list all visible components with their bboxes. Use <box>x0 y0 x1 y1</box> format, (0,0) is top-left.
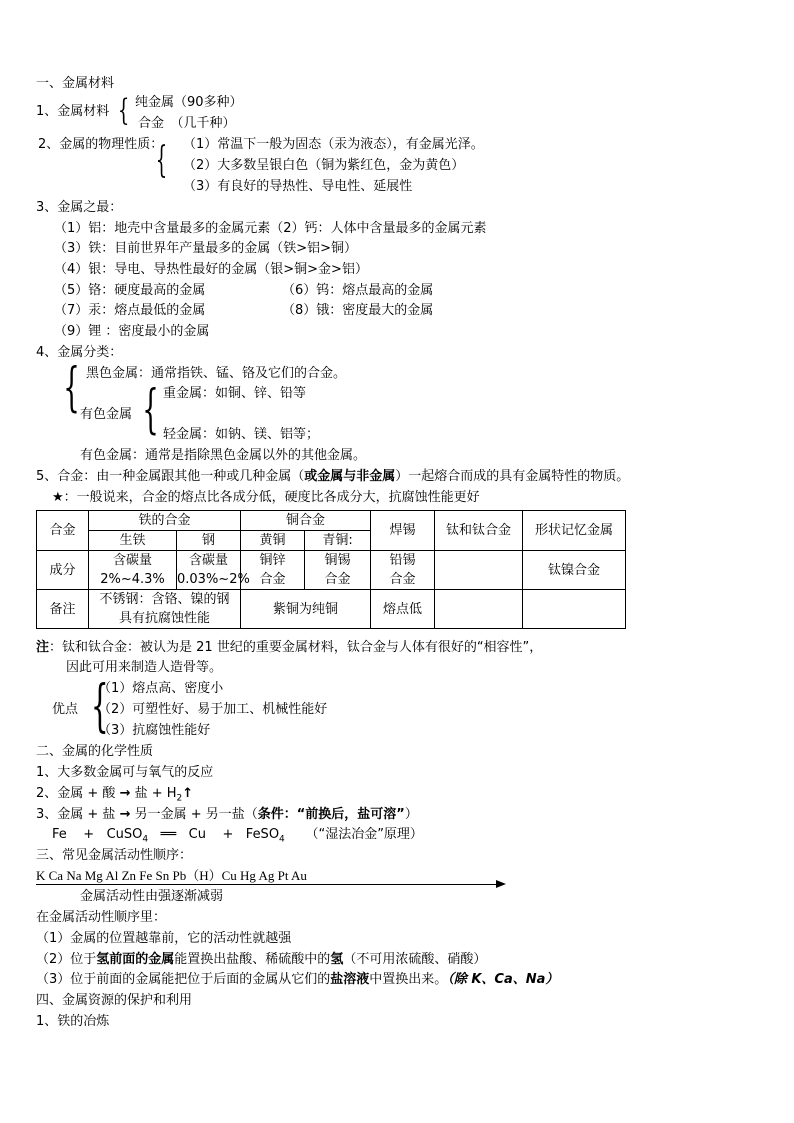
metal-superlatives-label: 3、金属之最： <box>36 200 123 215</box>
left-brace-icon: { <box>90 674 109 739</box>
ferrous-metal-text: 黑色金属：通常指铁、锰、铬及它们的合金。 <box>86 366 347 381</box>
table-cell: 铜锌 合金 <box>241 551 305 590</box>
left-brace-icon: { <box>142 380 159 440</box>
titanium-note-line1: 注：钛和钛合金：被认为是 21 世纪的重要金属材料，钛合金与人体有很好的“相容性”， <box>36 640 543 655</box>
superlative-line: （7）汞：熔点最低的金属 <box>54 303 206 318</box>
table-cell: 不锈钢：含铬、镍的钢 具有抗腐蚀性能 <box>89 590 241 629</box>
table-cell: 含碳量 0.03%~2% <box>177 551 241 590</box>
table-header-solder: 焊锡 <box>371 511 435 551</box>
physical-prop-1: （1）常温下一般为固态（汞为液态），有金属光泽。 <box>183 137 484 152</box>
reaction-oxygen: 1、大多数金属可与氧气的反应 <box>36 765 214 780</box>
activity-rule-2: （2）位于氢前面的金属能置换出盐酸、稀硫酸中的氢（不可用浓硫酸、硝酸） <box>36 952 487 967</box>
table-subheader-brass: 黄铜 <box>241 531 305 551</box>
table-cell <box>435 551 523 590</box>
metal-classification-label: 4、金属分类： <box>36 345 123 360</box>
table-cell: 紫铜为纯铜 <box>241 590 371 629</box>
advantages-label: 优点 <box>52 702 79 717</box>
trend-arrow-line <box>36 884 498 885</box>
superlative-line: （3）铁：目前世界年产量最多的金属（铁>铝>铜） <box>54 241 358 256</box>
alloy-property-note: ★：一般说来，合金的熔点比各成分低，硬度比各成分大，抗腐蚀性能更好 <box>52 490 480 505</box>
advantage-item: （1）熔点高、密度小 <box>98 681 224 696</box>
table-header-alloy: 合金 <box>37 511 89 551</box>
reaction-salt: 3、金属 + 盐 → 另一金属 + 另一盐（条件：“前换后，盐可溶”） <box>36 807 418 822</box>
section-heading-metal-materials: 一、金属材料 <box>36 76 115 91</box>
superlative-line: （9）锂 ：密度最小的金属 <box>54 324 210 339</box>
superlative-line: （5）铬：硬度最高的金属 <box>54 283 206 298</box>
item-metal-materials-label: 1、金属材料 <box>36 104 110 119</box>
table-header-iron-alloy: 铁的合金 <box>89 511 241 531</box>
right-arrow-icon: → <box>119 807 131 822</box>
physical-props-label: 2、金属的物理性质： <box>38 137 164 152</box>
table-cell: 熔点低 <box>371 590 435 629</box>
advantage-item: （2）可塑性好、易于加工、机械性能好 <box>98 702 328 717</box>
alloy-count-text: 合金 （几千种） <box>138 116 236 131</box>
pure-metal-text: 纯金属（90多种） <box>135 95 243 110</box>
table-cell: 铜锡 合金 <box>305 551 371 590</box>
arrow-head-icon <box>496 880 506 888</box>
section-heading-activity-series: 三、常见金属活动性顺序： <box>36 848 193 863</box>
superlative-line: （1）铝：地壳中含量最多的金属元素（2）钙：人体中含量最多的金属元素 <box>54 221 487 236</box>
table-header-titanium: 钛和钛合金 <box>435 511 523 551</box>
heavy-metal-text: 重金属：如铜、锌、铅等 <box>163 386 307 401</box>
equation-fe-cuso4: Fe + CuSO$_4$ ══ Cu + FeSO$_4$ （“湿法冶金”原理） <box>52 827 423 845</box>
table-row-label-composition: 成分 <box>37 551 89 590</box>
nonferrous-metal-label: 有色金属 <box>80 407 133 422</box>
table-header-copper-alloy: 铜合金 <box>241 511 371 531</box>
physical-prop-2: （2）大多数呈银白色（铜为紫红色，金为黄色） <box>183 158 465 173</box>
table-cell <box>523 590 626 629</box>
iron-smelting-item: 1、铁的冶炼 <box>36 1014 110 1029</box>
up-arrow-icon: ↑ <box>182 786 194 801</box>
table-header-shape-memory: 形状记忆金属 <box>523 511 626 551</box>
activity-rule-1: （1）金属的位置越靠前，它的活动性就越强 <box>36 931 292 946</box>
left-brace-icon: { <box>63 358 80 418</box>
table-subheader-steel: 钢 <box>177 531 241 551</box>
activity-trend-text: 金属活动性由强逐渐减弱 <box>80 889 224 904</box>
superlative-line: （6）钨：熔点最高的金属 <box>282 283 434 298</box>
table-cell <box>435 590 523 629</box>
activity-series: K Ca Na Mg Al Zn Fe Sn Pb（H）Cu Hg Ag Pt Au <box>36 868 307 883</box>
reaction-acid: 2、金属 + 酸 → 盐 + $H_2↑$ <box>36 786 194 804</box>
superlative-line: （4）银：导电、导热性最好的金属（银>铜>金>铝） <box>54 262 368 277</box>
star-icon: ★ <box>52 490 64 505</box>
left-brace-icon: { <box>155 140 168 181</box>
alloy-definition: 5、合金：由一种金属跟其他一种或几种金属（或金属与非金属）一起熔合而成的具有金属特性的物质。 <box>36 469 630 484</box>
physical-prop-3: （3）有良好的导热性、导电性、延展性 <box>183 179 413 194</box>
nonferrous-definition: 有色金属：通常是指除黑色金属以外的其他金属。 <box>80 448 367 463</box>
table-subheader-pig-iron: 生铁 <box>89 531 177 551</box>
section-heading-resources: 四、金属资源的保护和利用 <box>36 993 193 1008</box>
superlative-line: （8）锇：密度最大的金属 <box>282 303 434 318</box>
table-row-label-note: 备注 <box>37 590 89 629</box>
table-subheader-bronze: 青铜: <box>305 531 371 551</box>
right-arrow-icon: → <box>119 786 131 801</box>
advantage-item: （3）抗腐蚀性能好 <box>98 723 211 738</box>
light-metal-text: 轻金属：如钠、镁、铝等； <box>163 427 320 442</box>
section-heading-chemical-props: 二、金属的化学性质 <box>36 744 154 759</box>
table-cell: 含碳量 2%~4.3% <box>89 551 177 590</box>
activity-intro: 在金属活动性顺序里： <box>36 910 167 925</box>
alloy-table <box>36 510 626 629</box>
table-cell: 钛镍合金 <box>523 551 626 590</box>
activity-rule-3: （3）位于前面的金属能把位于后面的金属从它们的盐溶液中置换出来。（除 K、Ca、Na） <box>36 972 559 987</box>
titanium-note-line2: 因此可用来制造人造骨等。 <box>66 660 223 675</box>
left-brace-icon: { <box>117 93 130 128</box>
table-cell: 铅锡 合金 <box>371 551 435 590</box>
